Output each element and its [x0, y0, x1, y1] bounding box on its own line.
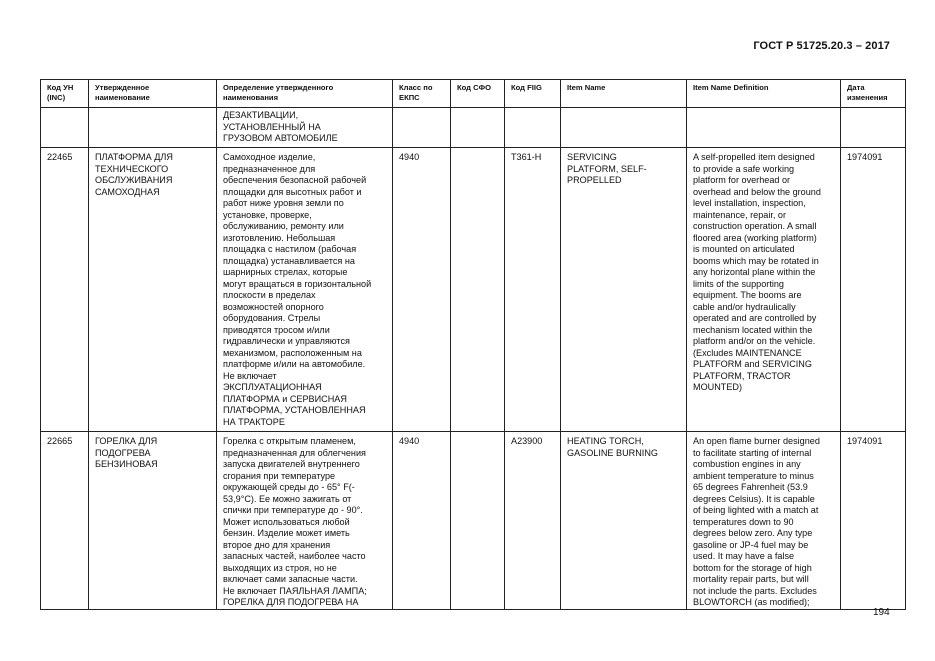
- cell-fiig: [505, 108, 561, 148]
- cell-date: [841, 108, 906, 148]
- column-header-item-name: Item Name: [561, 80, 687, 108]
- catalog-table: [40, 79, 906, 610]
- cell-fiig: A23900: [505, 432, 561, 610]
- cell-definition: Горелка с открытым пламенем, предназначенная для облегчения запуска двигателей внутреннего сгорания при температуре окружающей среды до - 65° F(- 53,9°С). Ее можно зажигать от спички при температуре до - 90°. Может использоваться любой бензин. Изделие может иметь второе дно для хранения запасных частей, наиболее часто выходящих из строя, но не включает сами запасные части. Не включает ПАЯЛЬНАЯ ЛАМПА; ГОРЕЛКА ДЛЯ ПОДОГРЕВА НА: [217, 432, 393, 610]
- cell-sfo: [451, 432, 505, 610]
- cell-date: 1974091: [841, 432, 906, 610]
- column-header-sfo: Код СФО: [451, 80, 505, 108]
- cell-class: 4940: [393, 148, 451, 432]
- cell-item-name: [561, 108, 687, 148]
- column-header-date: Дата изменения: [841, 80, 906, 108]
- column-header-approved-name: Утвержденное наименование: [89, 80, 217, 108]
- cell-date: 1974091: [841, 148, 906, 432]
- cell-item-definition: A self-propelled item designed to provide a safe working platform for overhead or overhead and below the ground level installation, inspection, maintenance, repair, or construction operation. A small floored area (working platform) is mounted on articulated booms which may be rotated in any horizontal plane within the limits of the supporting equipment. The booms are cable and/or hydraulically operated and are controlled by mechanism located within the platform and/or on the vehicle. (Excludes MAINTENANCE PLATFORM and SERVICING PLATFORM, TRACTOR MOUNTED): [687, 148, 841, 432]
- column-header-definition: Определение утвержденного наименования: [217, 80, 393, 108]
- cell-code: [41, 108, 89, 148]
- column-header-code: Код УН (INC): [41, 80, 89, 108]
- cell-approved-name: [89, 108, 217, 148]
- cell-approved-name: ГОРЕЛКА ДЛЯ ПОДОГРЕВА БЕНЗИНОВАЯ: [89, 432, 217, 610]
- cell-sfo: [451, 108, 505, 148]
- cell-item-name: SERVICING PLATFORM, SELF- PROPELLED: [561, 148, 687, 432]
- cell-definition: Самоходное изделие, предназначенное для обеспечения безопасной рабочей площадки для высотных работ и работ ниже уровня земли по установке, проверке, обслуживанию, ремонту или изготовлению. Небольшая площадка с настилом (рабочая площадка) устанавливается на шарнирных стрелах, которые могут вращаться в горизонтальной плоскости в пределах возможностей опорного оборудования. Стрелы приводятся тросом и/или гидравлически и управляются механизмом, расположенным на платформе и/или на автомобиле. Не включает ЭКСПЛУАТАЦИОННАЯ ПЛАТФОРМА и СЕРВИСНАЯ ПЛАТФОРМА, УСТАНОВЛЕННАЯ НА ТРАКТОРЕ: [217, 148, 393, 432]
- document-code: ГОСТ Р 51725.20.3 – 2017: [753, 40, 890, 52]
- cell-code: 22665: [41, 432, 89, 610]
- cell-item-definition: [687, 108, 841, 148]
- table-row: [41, 148, 906, 432]
- cell-definition: ДЕЗАКТИВАЦИИ, УСТАНОВЛЕННЫЙ НА ГРУЗОВОМ АВТОМОБИЛЕ: [217, 108, 393, 148]
- cell-item-name: HEATING TORCH, GASOLINE BURNING: [561, 432, 687, 610]
- page-number: 194: [873, 607, 890, 618]
- column-header-item-definition: Item Name Definition: [687, 80, 841, 108]
- cell-fiig: T361-H: [505, 148, 561, 432]
- table-row: [41, 108, 906, 148]
- cell-sfo: [451, 148, 505, 432]
- cell-approved-name: ПЛАТФОРМА ДЛЯ ТЕХНИЧЕСКОГО ОБСЛУЖИВАНИЯ САМОХОДНАЯ: [89, 148, 217, 432]
- table-row: [41, 432, 906, 610]
- column-header-fiig: Код FIIG: [505, 80, 561, 108]
- cell-code: 22465: [41, 148, 89, 432]
- cell-item-definition: An open flame burner designed to facilitate starting of internal combustion engines in any ambient temperature to minus 65 degrees Fahrenheit (53.9 degrees Celsius). It is capable of being lighted with a match at temperatures down to 90 degrees below zero. Any type gasoline or JP-4 fuel may be used. It may have a false bottom for the storage of high mortality repair parts, but will not include the parts. Excludes BLOWTORCH (as modified);: [687, 432, 841, 610]
- cell-class: 4940: [393, 432, 451, 610]
- table-header-row: [41, 80, 906, 108]
- column-header-class: Класс по ЕКПС: [393, 80, 451, 108]
- cell-class: [393, 108, 451, 148]
